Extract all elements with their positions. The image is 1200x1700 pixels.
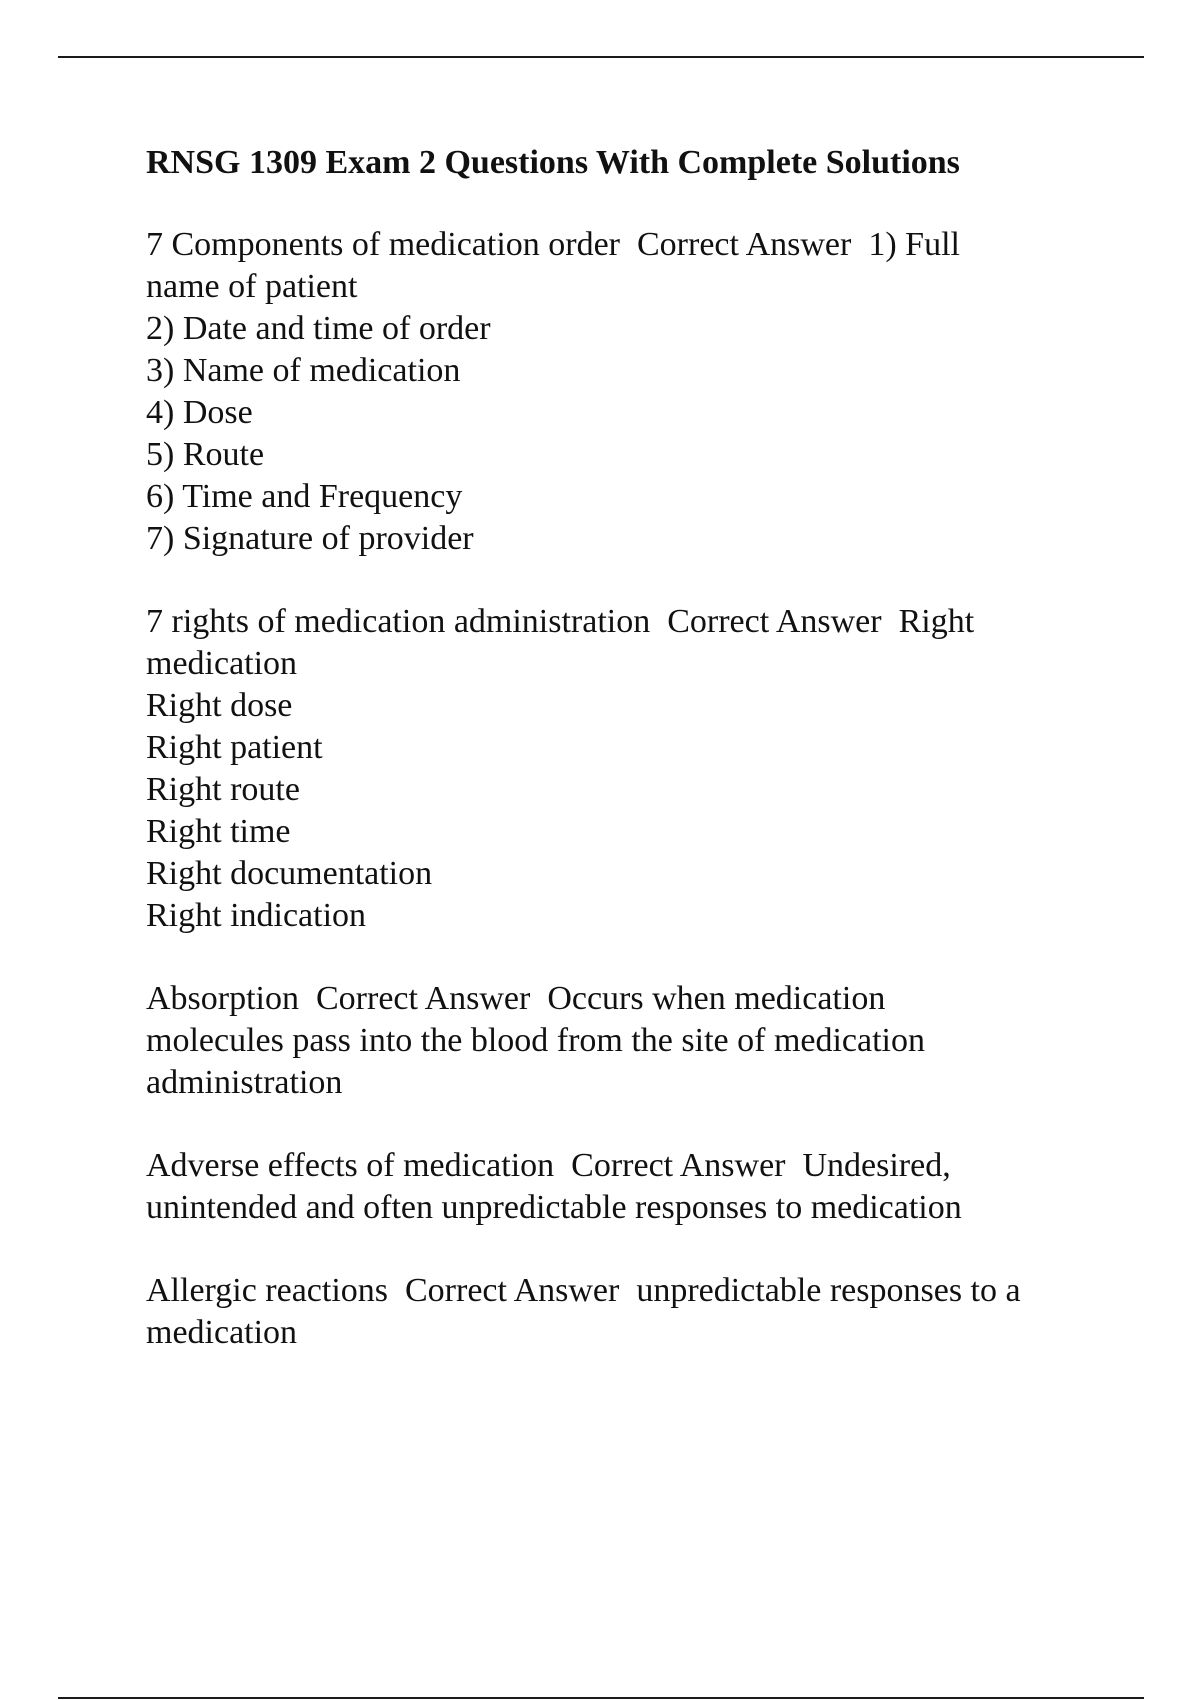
qa-line: medication (146, 1314, 298, 1351)
qa-line: 2) Date and time of order (146, 310, 491, 347)
qa-line: 7 Components of medication order Correct Answer 1) Full (146, 226, 960, 263)
qa-line: medication (146, 645, 298, 682)
qa-line: 4) Dose (146, 394, 253, 431)
qa-entry-adverse-effects (146, 1145, 1096, 1229)
qa-line: Right route (146, 771, 300, 808)
qa-entry-absorption (146, 978, 1096, 1104)
qa-line: Right indication (146, 897, 367, 934)
qa-line: Adverse effects of medication Correct Answer Undesired, (146, 1147, 951, 1184)
qa-entry-allergic-reactions (146, 1270, 1096, 1354)
qa-line: 3) Name of medication (146, 352, 461, 389)
qa-line: Allergic reactions Correct Answer unpredictable responses to a (146, 1272, 1021, 1309)
qa-line: 7 rights of medication administration Correct Answer Right (146, 603, 975, 640)
qa-line: 5) Route (146, 436, 265, 473)
qa-line: 7) Signature of provider (146, 520, 474, 557)
document-body (146, 142, 1096, 1395)
qa-line: Right documentation (146, 855, 433, 892)
footer-rule (58, 1697, 1144, 1699)
header-rule (58, 56, 1144, 58)
document-title: RNSG 1309 Exam 2 Questions With Complete Solutions (146, 144, 960, 181)
qa-entry-medication-rights (146, 601, 1096, 937)
qa-line: Right patient (146, 729, 323, 766)
qa-line: molecules pass into the blood from the site of medication (146, 1022, 925, 1059)
qa-line: name of patient (146, 268, 358, 305)
qa-line: administration (146, 1064, 343, 1101)
qa-line: Absorption Correct Answer Occurs when medication (146, 980, 886, 1017)
qa-entry-medication-order-components (146, 224, 1096, 560)
qa-line: Right time (146, 813, 291, 850)
qa-line: unintended and often unpredictable responses to medication (146, 1189, 962, 1226)
qa-line: Right dose (146, 687, 293, 724)
qa-line: 6) Time and Frequency (146, 478, 463, 515)
